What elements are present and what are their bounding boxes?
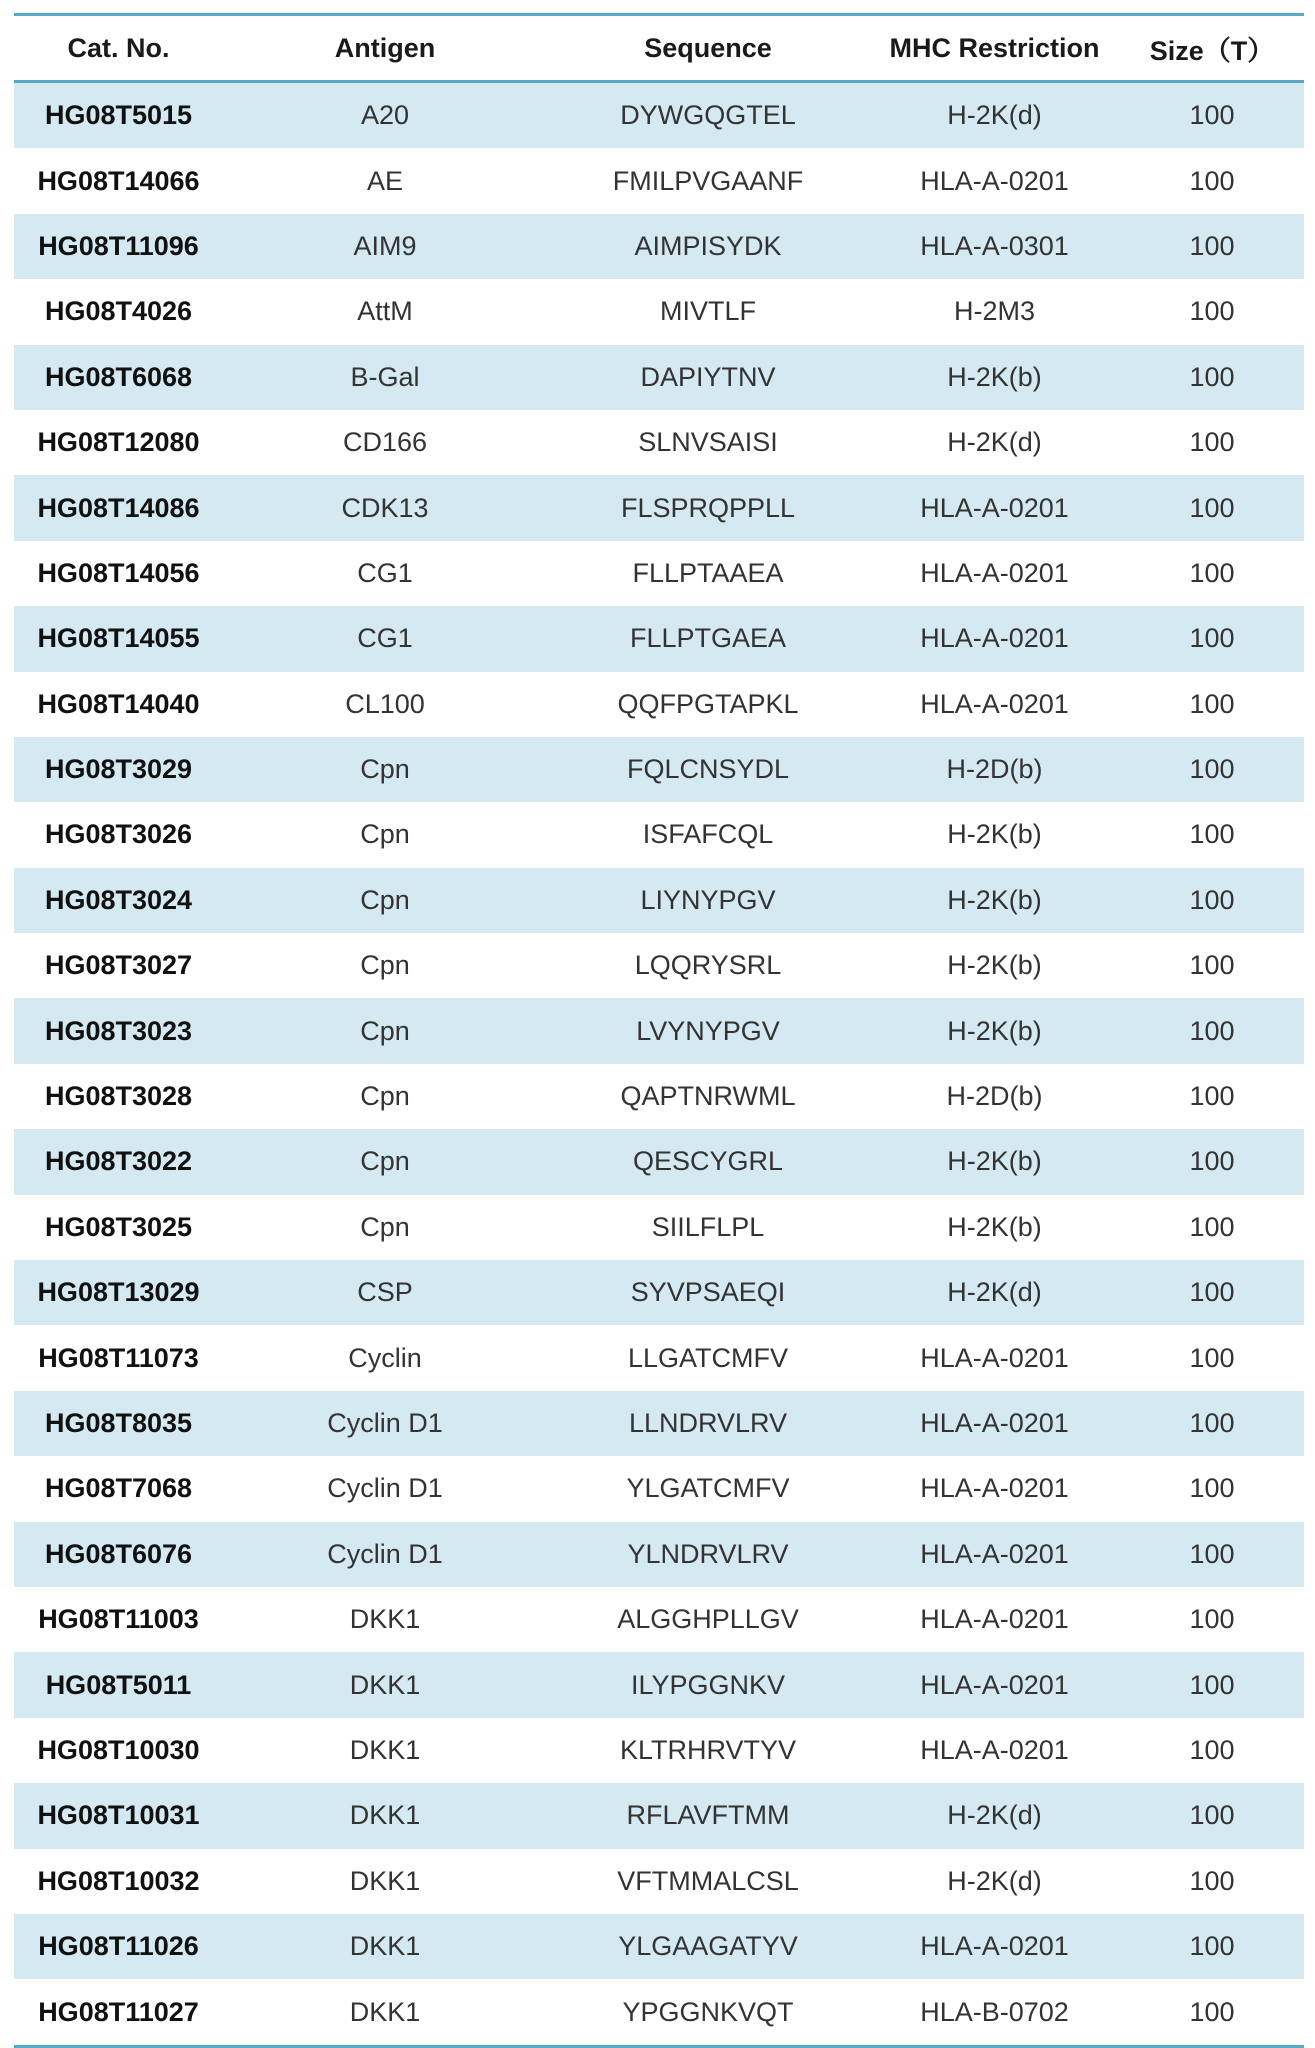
- cat-no-cell: HG08T7068: [14, 1456, 223, 1521]
- cat-no-cell: HG08T3027: [14, 933, 223, 998]
- sequence-cell: FLSPRQPPLL: [547, 475, 869, 540]
- table-row: [14, 82, 1304, 149]
- table-row: [14, 1195, 1304, 1260]
- size-cell: 100: [1120, 1783, 1304, 1848]
- antigen-cell: Cyclin D1: [223, 1522, 547, 1587]
- table-row: [14, 868, 1304, 933]
- cat-no-cell: HG08T14055: [14, 606, 223, 671]
- mhc-restriction-cell: H-2K(d): [869, 82, 1120, 149]
- antigen-cell: CG1: [223, 606, 547, 671]
- table-row: [14, 737, 1304, 802]
- antigen-cell: CSP: [223, 1260, 547, 1325]
- cat-no-cell: HG08T5015: [14, 82, 223, 149]
- sequence-cell: AIMPISYDK: [547, 214, 869, 279]
- header-cat-no: Cat. No.: [14, 16, 223, 82]
- size-cell: 100: [1120, 345, 1304, 410]
- table-row: [14, 1914, 1304, 1979]
- mhc-restriction-cell: H-2K(b): [869, 868, 1120, 933]
- mhc-restriction-cell: H-2D(b): [869, 1064, 1120, 1129]
- mhc-restriction-cell: H-2M3: [869, 279, 1120, 344]
- table-row: [14, 1325, 1304, 1390]
- table-row: [14, 1129, 1304, 1194]
- table-row: [14, 410, 1304, 475]
- cat-no-cell: HG08T14056: [14, 541, 223, 606]
- table-row: [14, 1652, 1304, 1717]
- mhc-restriction-cell: HLA-A-0201: [869, 1718, 1120, 1783]
- sequence-cell: SLNVSAISI: [547, 410, 869, 475]
- antigen-cell: Cpn: [223, 1129, 547, 1194]
- size-cell: 100: [1120, 410, 1304, 475]
- mhc-restriction-cell: H-2K(d): [869, 1260, 1120, 1325]
- cat-no-cell: HG08T3025: [14, 1195, 223, 1260]
- table-row: [14, 1979, 1304, 2044]
- cat-no-cell: HG08T3023: [14, 998, 223, 1063]
- table-row: [14, 1260, 1304, 1325]
- antigen-cell: CG1: [223, 541, 547, 606]
- antigen-cell: Cpn: [223, 1064, 547, 1129]
- size-cell: 100: [1120, 1064, 1304, 1129]
- antigen-cell: Cyclin D1: [223, 1391, 547, 1456]
- mhc-restriction-cell: H-2K(b): [869, 802, 1120, 867]
- sequence-cell: FLLPTAAEA: [547, 541, 869, 606]
- sequence-cell: SIILFLPL: [547, 1195, 869, 1260]
- size-cell: 100: [1120, 541, 1304, 606]
- sequence-cell: QQFPGTAPKL: [547, 672, 869, 737]
- size-cell: 100: [1120, 1652, 1304, 1717]
- mhc-restriction-cell: H-2D(b): [869, 737, 1120, 802]
- cat-no-cell: HG08T11027: [14, 1979, 223, 2044]
- antigen-cell: Cpn: [223, 1195, 547, 1260]
- cat-no-cell: HG08T11096: [14, 214, 223, 279]
- mhc-restriction-cell: HLA-A-0201: [869, 1391, 1120, 1456]
- mhc-restriction-cell: HLA-A-0201: [869, 541, 1120, 606]
- table-row: [14, 475, 1304, 540]
- peptide-table: [14, 16, 1304, 2045]
- mhc-restriction-cell: HLA-A-0201: [869, 606, 1120, 671]
- sequence-cell: QAPTNRWML: [547, 1064, 869, 1129]
- sequence-cell: LLNDRVLRV: [547, 1391, 869, 1456]
- size-cell: 100: [1120, 1325, 1304, 1390]
- header-size: Size（T）: [1120, 16, 1304, 82]
- mhc-restriction-cell: H-2K(d): [869, 410, 1120, 475]
- cat-no-cell: HG08T3024: [14, 868, 223, 933]
- sequence-cell: KLTRHRVTYV: [547, 1718, 869, 1783]
- sequence-cell: RFLAVFTMM: [547, 1783, 869, 1848]
- antigen-cell: Cyclin: [223, 1325, 547, 1390]
- header-row: [14, 16, 1304, 82]
- cat-no-cell: HG08T11003: [14, 1587, 223, 1652]
- sequence-cell: LQQRYSRL: [547, 933, 869, 998]
- size-cell: 100: [1120, 998, 1304, 1063]
- cat-no-cell: HG08T11073: [14, 1325, 223, 1390]
- peptide-table-container: [14, 13, 1304, 2048]
- cat-no-cell: HG08T6076: [14, 1522, 223, 1587]
- mhc-restriction-cell: H-2K(b): [869, 345, 1120, 410]
- antigen-cell: DKK1: [223, 1652, 547, 1717]
- table-row: [14, 1849, 1304, 1914]
- table-row: [14, 541, 1304, 606]
- size-cell: 100: [1120, 82, 1304, 149]
- sequence-cell: ILYPGGNKV: [547, 1652, 869, 1717]
- sequence-cell: YLGATCMFV: [547, 1456, 869, 1521]
- table-row: [14, 1456, 1304, 1521]
- cat-no-cell: HG08T3028: [14, 1064, 223, 1129]
- size-cell: 100: [1120, 606, 1304, 671]
- antigen-cell: Cpn: [223, 737, 547, 802]
- sequence-cell: LIYNYPGV: [547, 868, 869, 933]
- size-cell: 100: [1120, 1260, 1304, 1325]
- size-cell: 100: [1120, 868, 1304, 933]
- header-mhc-restriction: MHC Restriction: [869, 16, 1120, 82]
- table-row: [14, 933, 1304, 998]
- size-cell: 100: [1120, 672, 1304, 737]
- sequence-cell: MIVTLF: [547, 279, 869, 344]
- sequence-cell: ALGGHPLLGV: [547, 1587, 869, 1652]
- sequence-cell: FLLPTGAEA: [547, 606, 869, 671]
- header-sequence: Sequence: [547, 16, 869, 82]
- table-row: [14, 1522, 1304, 1587]
- cat-no-cell: HG08T3026: [14, 802, 223, 867]
- antigen-cell: Cpn: [223, 998, 547, 1063]
- sequence-cell: SYVPSAEQI: [547, 1260, 869, 1325]
- antigen-cell: B-Gal: [223, 345, 547, 410]
- sequence-cell: ISFAFCQL: [547, 802, 869, 867]
- antigen-cell: DKK1: [223, 1849, 547, 1914]
- mhc-restriction-cell: HLA-A-0201: [869, 672, 1120, 737]
- header-antigen: Antigen: [223, 16, 547, 82]
- antigen-cell: AE: [223, 148, 547, 213]
- mhc-restriction-cell: HLA-A-0201: [869, 1456, 1120, 1521]
- table-header: [14, 16, 1304, 82]
- cat-no-cell: HG08T4026: [14, 279, 223, 344]
- cat-no-cell: HG08T11026: [14, 1914, 223, 1979]
- cat-no-cell: HG08T14040: [14, 672, 223, 737]
- sequence-cell: YLGAAGATYV: [547, 1914, 869, 1979]
- mhc-restriction-cell: HLA-A-0201: [869, 1914, 1120, 1979]
- cat-no-cell: HG08T3029: [14, 737, 223, 802]
- antigen-cell: Cpn: [223, 868, 547, 933]
- cat-no-cell: HG08T3022: [14, 1129, 223, 1194]
- bottom-rule: [14, 2045, 1304, 2048]
- sequence-cell: FMILPVGAANF: [547, 148, 869, 213]
- sequence-cell: QESCYGRL: [547, 1129, 869, 1194]
- cat-no-cell: HG08T10032: [14, 1849, 223, 1914]
- mhc-restriction-cell: HLA-A-0301: [869, 214, 1120, 279]
- mhc-restriction-cell: HLA-A-0201: [869, 1325, 1120, 1390]
- cat-no-cell: HG08T13029: [14, 1260, 223, 1325]
- mhc-restriction-cell: HLA-A-0201: [869, 148, 1120, 213]
- antigen-cell: CD166: [223, 410, 547, 475]
- size-cell: 100: [1120, 1849, 1304, 1914]
- table-row: [14, 345, 1304, 410]
- antigen-cell: Cpn: [223, 933, 547, 998]
- table-row: [14, 1064, 1304, 1129]
- table-row: [14, 1783, 1304, 1848]
- size-cell: 100: [1120, 1195, 1304, 1260]
- cat-no-cell: HG08T14066: [14, 148, 223, 213]
- table-row: [14, 998, 1304, 1063]
- cat-no-cell: HG08T10031: [14, 1783, 223, 1848]
- table-row: [14, 1391, 1304, 1456]
- cat-no-cell: HG08T8035: [14, 1391, 223, 1456]
- sequence-cell: LVYNYPGV: [547, 998, 869, 1063]
- antigen-cell: A20: [223, 82, 547, 149]
- size-cell: 100: [1120, 1587, 1304, 1652]
- table-row: [14, 214, 1304, 279]
- table-row: [14, 279, 1304, 344]
- antigen-cell: Cyclin D1: [223, 1456, 547, 1521]
- antigen-cell: CDK13: [223, 475, 547, 540]
- mhc-restriction-cell: HLA-B-0702: [869, 1979, 1120, 2044]
- antigen-cell: AIM9: [223, 214, 547, 279]
- mhc-restriction-cell: HLA-A-0201: [869, 1652, 1120, 1717]
- cat-no-cell: HG08T5011: [14, 1652, 223, 1717]
- mhc-restriction-cell: HLA-A-0201: [869, 1522, 1120, 1587]
- mhc-restriction-cell: H-2K(b): [869, 1195, 1120, 1260]
- table-row: [14, 606, 1304, 671]
- sequence-cell: DYWGQGTEL: [547, 82, 869, 149]
- cat-no-cell: HG08T14086: [14, 475, 223, 540]
- antigen-cell: DKK1: [223, 1783, 547, 1848]
- size-cell: 100: [1120, 1914, 1304, 1979]
- sequence-cell: VFTMMALCSL: [547, 1849, 869, 1914]
- table-row: [14, 148, 1304, 213]
- cat-no-cell: HG08T10030: [14, 1718, 223, 1783]
- size-cell: 100: [1120, 802, 1304, 867]
- sequence-cell: DAPIYTNV: [547, 345, 869, 410]
- table-row: [14, 802, 1304, 867]
- antigen-cell: CL100: [223, 672, 547, 737]
- antigen-cell: DKK1: [223, 1587, 547, 1652]
- size-cell: 100: [1120, 475, 1304, 540]
- table-row: [14, 672, 1304, 737]
- sequence-cell: YLNDRVLRV: [547, 1522, 869, 1587]
- size-cell: 100: [1120, 214, 1304, 279]
- size-cell: 100: [1120, 279, 1304, 344]
- table-body: [14, 82, 1304, 2045]
- size-cell: 100: [1120, 1979, 1304, 2044]
- mhc-restriction-cell: HLA-A-0201: [869, 1587, 1120, 1652]
- size-cell: 100: [1120, 737, 1304, 802]
- antigen-cell: DKK1: [223, 1718, 547, 1783]
- size-cell: 100: [1120, 148, 1304, 213]
- antigen-cell: Cpn: [223, 802, 547, 867]
- antigen-cell: AttM: [223, 279, 547, 344]
- mhc-restriction-cell: H-2K(d): [869, 1783, 1120, 1848]
- table-row: [14, 1718, 1304, 1783]
- mhc-restriction-cell: HLA-A-0201: [869, 475, 1120, 540]
- mhc-restriction-cell: H-2K(b): [869, 998, 1120, 1063]
- sequence-cell: LLGATCMFV: [547, 1325, 869, 1390]
- sequence-cell: FQLCNSYDL: [547, 737, 869, 802]
- size-cell: 100: [1120, 933, 1304, 998]
- size-cell: 100: [1120, 1522, 1304, 1587]
- size-cell: 100: [1120, 1456, 1304, 1521]
- cat-no-cell: HG08T6068: [14, 345, 223, 410]
- size-cell: 100: [1120, 1129, 1304, 1194]
- mhc-restriction-cell: H-2K(d): [869, 1849, 1120, 1914]
- table-row: [14, 1587, 1304, 1652]
- mhc-restriction-cell: H-2K(b): [869, 1129, 1120, 1194]
- size-cell: 100: [1120, 1718, 1304, 1783]
- mhc-restriction-cell: H-2K(b): [869, 933, 1120, 998]
- antigen-cell: DKK1: [223, 1979, 547, 2044]
- sequence-cell: YPGGNKVQT: [547, 1979, 869, 2044]
- cat-no-cell: HG08T12080: [14, 410, 223, 475]
- antigen-cell: DKK1: [223, 1914, 547, 1979]
- size-cell: 100: [1120, 1391, 1304, 1456]
